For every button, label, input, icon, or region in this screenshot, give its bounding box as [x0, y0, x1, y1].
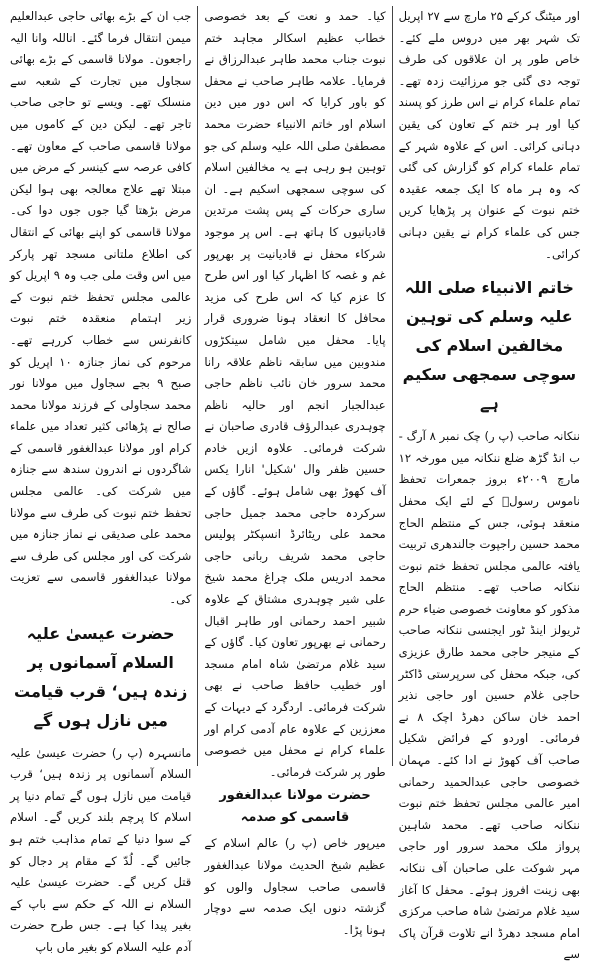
- article-headline: حضرت مولانا عبدالغفور قاسمی کو صدمہ: [219, 788, 371, 826]
- article-headline: حضرت عیسیٰ علیہ السلام آسمانوں پر زندہ ہیں‘ قرب قیامت میں نازل ہوں گے: [14, 623, 188, 730]
- article-body: کیا۔ حمد و نعت کے بعد خصوصی خطاب عظیم اسکالر مجاہد ختم نبوت جناب محمد طاہر عبدالرزاق نے فرمایا۔ علامہ طاہر صاحب نے محفل کو باور کرایا کہ اس دور میں دین اسلام اور خاتم الانبیاء حضرت محمد مصطفیٰ صلی اللہ علیہ وسلم کی جو توہین ہو رہی ہے یہ مخالفین اسلام کی سوچی سمجھی اسکیم ہے۔ ان ساری حرکات کے پس پشت مرتدین قادیانیوں کا ہاتھ ہے۔ اس پر موجود شرکاء محفل نے قادیانیت پر بھرپور غم و غصہ کا اظہار کیا اور اس طرح کا عزم کیا کہ اس طرح کی مزید محافل کا انعقاد ہونا ضروری قرار پایا۔ محفل میں شامل سینکڑوں مندوبین میں سابقہ ناظم علاقہ رانا محمد سرور خان نائب ناظم حاجی عبدالجبار انجم اور حالیہ ناظم چوہدری عبدالرؤف قادری صاحبان نے شرکت فرمائی۔ علاوہ ازیں خادم حسین ظفر وال 'شکیل' انارا یکس آف کھوڑ بھی شامل ہوئے۔ گاؤں کے سرکردہ حاجی محمد جمیل حاجی محمد علی ریٹائرڈ انسپکٹر پولیس حاجی محمد شریف ربانی حاجی محمد ادریس ملک چراغ محمد شیخ علی شیر چوہدری مشتاق کے علاوہ شبیر احمد رحمانی اور طاہر اقبال رحمانی نے بھرپور تعاون کیا۔ گاؤں کے سید غلام مرتضیٰ شاہ امام مسجد اور خطیب حافظ صاحب نے بھی شرکت فرمائی۔ اردگرد کے دیہات کے معززین کے علاوہ عام آدمی کرام اور علماء کرام نے محفل میں خصوصی طور پر شرکت فرمائی۔: [204, 9, 386, 779]
- article-body: اور میٹنگ کرکے ۲۵ مارچ سے ۲۷ اپریل تک شہر بھر میں دروس ملے کئے۔ خاص طور پر ان علاقوں کی طرف توجہ دی گئی جو مرزائیت زدہ تھے۔ تمام علماء کرام نے اس طرز کو پسند کیا اور ہر ختم کے تعاون کی یقین دہانی کرائی۔ اس کے علاوہ شہر کے تمام علماء کرام کو گزارش کی گئی کہ وہ ہر ماہ کا ایک جمعہ عقیدہ ختم نبوت کے عنوان پر پڑھایا کریں جس کی علماء کرام نے یقین دہانی کرائی۔: [398, 9, 580, 261]
- article-body: ننکانہ صاحب (پ ر) چک نمبر ۸ آرگ - ب انڈ گڑھ ضلع ننکانہ میں مورخہ ۱۲ مارچ ۲۰۰۹ء بروز جمعرات تحفظ ناموس رسولؐ کے لئے ایک محفل منعقد ہوئی، جس کے منتظم الحاج محمد حسین راجپوت جالندھری تربیت یافتہ عالمی مجلس تحفظ ختم نبوت ننکانہ صاحب تھے۔ منتظم الحاج مذکور کو معاونت خصوصی ضیاء حرم ٹریولز اینڈ ٹور ایجنسی ننکانہ صاحب کے منیجر حاجی محمد طارق عزیزی کی، جبکہ محفل کی سرپرستی ڈاکٹر حاجی غلام حسین اور حاجی نذیر احمد خان ساکن دھرڈ اچک ۸ نے فرمائی۔ اوردو کے فرائض شکیل صاحب آف کھوڑ نے ادا کئے۔ مہمان خصوصی حاجی عبدالحمید رحمانی امیر عالمی مجلس تحفظ ختم نبوت ننکانہ صاحب تھے۔ محمد شاہین پرواز ملک محمد سرور اور حاجی مہر شوکت علی صاحبان آف ننکانہ بھی زینت افروز ہوئے۔ محفل کا آغاز سید غلام مرتضیٰ شاہ صاحب مرکزی امام مسجد دھرڈ انے تلاوت قرآن پاک سے: [398, 429, 581, 962]
- article-body: مانسہرہ (پ ر) حضرت عیسیٰ علیہ السلام آسمانوں پر زندہ ہیں‘ قرب قیامت میں نازل ہوں گے تمام دنیا پر اسلام کا پرچم بلند کریں گے۔ اسلام کے سوا دنیا کے تمام مذاہب ختم ہو جائیں گے۔ لُدّ کے مقام پر دجال کو قتل کریں گے۔ حضرت عیسیٰ علیہ السلام نے اللہ کے حکم سے باپ کے بغیر پیدا کیا ہے۔ جس طرح حضرت آدم علیہ السلام کو بغیر ماں باپ: [10, 745, 192, 954]
- column-middle: [198, 6, 392, 937]
- article-body: جب ان کے بڑے بھائی حاجی عبدالعلیم میمن انتقال فرما گئے۔ اناللہ وانا الیہ راجعون۔ مولانا قاسمی کے بڑے بھائی سجاول میں تجارت کے شعبہ سے منسلک تھے۔ ویسے تو حاجی صاحب تاجر تھے۔ لیکن دین کے کاموں میں مولانا قاسمی صاحب کے معاون تھے۔ کافی عرصہ سے کینسر کے مرض میں مبتلا تھے علاج معالجہ بھی ہوا لیکن مرض بڑھتا گیا جوں جوں دوا کی۔ مولانا قاسمی کو اپنے بھائی کے انتقال کی اطلاع ملتانی مسجد تھر پارکر میں اس وقت ملی جب وہ ۹ اپریل کو عالمی مجلس تحفظ ختم نبوت کے زیر اہتمام منعقدہ ختم نبوت کانفرنس سے خطاب کررہے تھے۔ مرحوم کی نماز جنازہ ۱۰ اپریل کو صبح ۹ بجے سجاول میں مولانا نور محمد سجاولی کے فرزند مولانا محمد صالح نے پڑھائی کثیر تعداد میں علماء کرام اور مولانا عبدالغفور قاسمی کے شاگردوں نے اندرون سندھ سے جنازہ میں شرکت کی۔ عالمی مجلس تحفظ ختم نبوت کی طرف سے مولانا محمد علی صدیقی نے نماز جنازہ میں شرکت کی اور مجلس کی طرف سے مولانا عبدالغفور قاسمی سے تعزیت کی۔: [10, 9, 192, 607]
- column-right: [393, 6, 586, 962]
- article-headline: خاتم الانبیاء صلی اللہ علیہ وسلم کی توہین مخالفین اسلام کی سوچی سمجھی سکیم ہے: [402, 278, 577, 414]
- column-left: [4, 6, 198, 954]
- article-body: میرپور خاص (پ ر) عالم اسلام کے عظیم شیخ الحدیث مولانا عبدالغفور قاسمی صاحب سجاول والوں کو گزشتہ دنوں ایک صدمہ سے دوچار ہونا پڑا۔: [204, 836, 386, 937]
